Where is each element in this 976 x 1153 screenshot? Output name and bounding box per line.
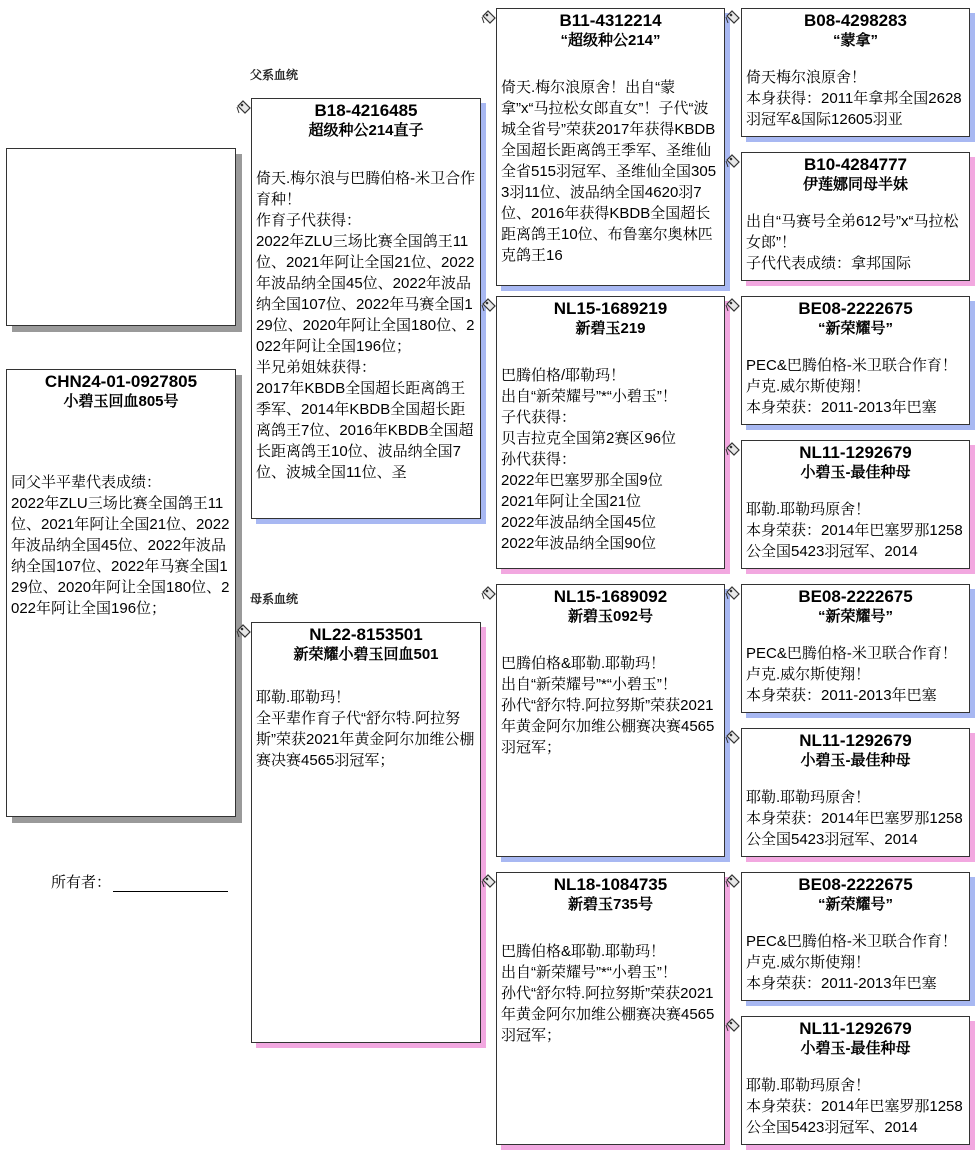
dam-dam-ring-number: NL18-1084735	[553, 875, 668, 894]
pedigree-tag-icon	[725, 153, 741, 169]
pedigree-tag-icon	[481, 873, 497, 889]
sdd-description: 耶勒.耶勒玛原舍！ 本身荣获：2014年巴塞罗那1258公全国5423羽冠军、2014	[746, 501, 963, 560]
ssd-description: 出自“马赛号全弟612号”x“马拉松女郎”！ 子代代表成绩：拿邦国际	[746, 213, 959, 272]
dam-sire-name: 新碧玉092号	[567, 608, 654, 625]
pedigree-tag-icon	[725, 585, 741, 601]
sire-sire-name: “超级种公214”	[560, 32, 661, 49]
subject-ring-number: CHN24-01-0927805	[44, 372, 198, 391]
dds-description: PEC&巴腾伯格-米卫联合作育！卢克.威尔斯使翔！ 本身荣获：2011-2013年巴塞	[746, 933, 957, 992]
dam-sire-card[interactable]	[496, 584, 725, 857]
sss-name: “蒙拿”	[832, 32, 878, 49]
pedigree-tag-icon	[725, 441, 741, 457]
dsd-description: 耶勒.耶勒玛原舍！ 本身荣获：2014年巴塞罗那1258公全国5423羽冠军、2014	[746, 789, 963, 848]
pedigree-tag-icon	[725, 1017, 741, 1033]
sire-ring-number: B18-4216485	[314, 101, 418, 120]
dsd-ring-number: NL11-1292679	[799, 731, 912, 750]
sds-card[interactable]	[741, 296, 970, 425]
pedigree-tag-icon	[481, 9, 497, 25]
sire-line-label: 父系血统	[250, 68, 299, 82]
sds-name: “新荣耀号”	[817, 320, 893, 337]
pedigree-tag-icon	[725, 873, 741, 889]
sire-sire-description: 倚天.梅尔浪原舍！出自“蒙拿”x“马拉松女郎直女”！子代“波城全省号”荣获2017年获得KBDB全国超长距离鸽王季军、圣维仙全省515羽冠军、圣维仙全国3053羽11位、波品纳全国4620羽7位、2016年获得KBDB全国超长距离鸽王10位、布鲁塞尔奥林匹克鸽王16	[501, 79, 717, 264]
owner-label: 所有者：	[51, 874, 112, 891]
dam-sire-ring-number: NL15-1689092	[553, 587, 668, 606]
pedigree-tag-icon	[725, 729, 741, 745]
sdd-card[interactable]	[741, 440, 970, 569]
sds-ring-number: BE08-2222675	[798, 299, 913, 318]
pedigree-tag-icon	[236, 99, 252, 115]
pedigree-tag-icon	[481, 297, 497, 313]
dam-line-label: 母系血统	[250, 592, 299, 606]
sire-dam-name: 新碧玉219	[575, 320, 646, 337]
sss-description: 倚天梅尔浪原舍！ 本身获得：2011年拿邦全国2628羽冠军&国际12605羽亚	[746, 69, 962, 128]
owner-field	[51, 871, 228, 892]
subject-card[interactable]	[6, 369, 236, 817]
sire-dam-ring-number: NL15-1689219	[553, 299, 668, 318]
sss-card[interactable]	[741, 8, 970, 137]
sds-description: PEC&巴腾伯格-米卫联合作育！卢克.威尔斯使翔！ 本身荣获：2011-2013年巴塞	[746, 357, 957, 416]
dam-card[interactable]	[251, 622, 481, 1043]
dds-name: “新荣耀号”	[817, 896, 893, 913]
sss-ring-number: B08-4298283	[803, 11, 908, 30]
dss-ring-number: BE08-2222675	[798, 587, 913, 606]
dss-card[interactable]	[741, 584, 970, 713]
sdd-ring-number: NL11-1292679	[799, 443, 912, 462]
dsd-card[interactable]	[741, 728, 970, 857]
sire-description: 倚天.梅尔浪与巴腾伯格-米卫合作育种！ 作育子代获得： 2022年ZLU三场比赛全国鸽王11位、2021年阿让全国21位、2022年波品纳全国45位、2022年波品纳全国107位、2022年马赛全国129位、2020年阿让全国180位、2022年阿让全国196位； 半兄弟姐妹获得： 2017年KBDB全国超长距离鸽王季军、2014年KBDB全国超长距离鸽王7位、2016年KBDB全国超长距离鸽王10位、波品纳全国7位、波城全国11位、圣	[256, 170, 476, 481]
dsd-name: 小碧玉-最佳种母	[800, 752, 911, 769]
ssd-ring-number: B10-4284777	[803, 155, 908, 174]
pedigree-tag-icon	[725, 297, 741, 313]
pedigree-tag-icon	[236, 623, 252, 639]
dam-dam-card[interactable]	[496, 872, 725, 1145]
ssd-name: 伊莲娜同母半妹	[802, 176, 908, 193]
ssd-card[interactable]	[741, 152, 970, 281]
dam-name: 新荣耀小碧玉回血501	[293, 646, 439, 663]
dam-dam-description: 巴腾伯格&耶勒.耶勒玛！ 出自“新荣耀号”*“小碧玉”！ 孙代“舒尔特.阿拉努斯”荣获2021年黄金阿尔加维公棚赛决赛4565羽冠军；	[501, 943, 715, 1044]
dss-description: PEC&巴腾伯格-米卫联合作育！卢克.威尔斯使翔！ 本身荣获：2011-2013年巴塞	[746, 645, 957, 704]
sire-name: 超级种公214直子	[308, 122, 424, 139]
pedigree-tag-icon	[481, 585, 497, 601]
dam-ring-number: NL22-8153501	[309, 625, 423, 644]
sire-dam-description: 巴腾伯格/耶勒玛！ 出自“新荣耀号”*“小碧玉”！ 子代获得： 贝吉拉克全国第2赛区96位 孙代获得： 2022年巴塞罗那全国9位 2021年阿让全国21位 2022年波品纳全国45位 2022年波品纳全国90位	[501, 367, 677, 552]
ddd-card[interactable]	[741, 1016, 970, 1145]
ddd-description: 耶勒.耶勒玛原舍！ 本身荣获：2014年巴塞罗那1258公全国5423羽冠军、2014	[746, 1077, 963, 1136]
pigeon-photo-box	[6, 148, 236, 326]
pedigree-tag-icon	[725, 9, 741, 25]
subject-description: 同父半平辈代表成绩： 2022年ZLU三场比赛全国鸽王11位、2021年阿让全国21位、2022年波品纳全国45位、2022年波品纳全国107位、2022年马赛全国129位、2020年阿让全国180位、2022年阿让全国196位；	[11, 474, 230, 617]
dds-ring-number: BE08-2222675	[798, 875, 913, 894]
sire-card[interactable]	[251, 98, 481, 519]
dam-sire-description: 巴腾伯格&耶勒.耶勒玛！ 出自“新荣耀号”*“小碧玉”！ 孙代“舒尔特.阿拉努斯”荣获2021年黄金阿尔加维公棚赛决赛4565羽冠军；	[501, 655, 715, 756]
subject-name: 小碧玉回血805号	[63, 393, 179, 410]
ddd-ring-number: NL11-1292679	[799, 1019, 912, 1038]
dam-description: 耶勒.耶勒玛！ 全平辈作育子代“舒尔特.阿拉努斯”荣获2021年黄金阿尔加维公棚赛决赛4565羽冠军；	[256, 689, 475, 769]
owner-blank-line	[113, 877, 228, 892]
ddd-name: 小碧玉-最佳种母	[800, 1040, 911, 1057]
dam-dam-name: 新碧玉735号	[567, 896, 654, 913]
dds-card[interactable]	[741, 872, 970, 1001]
sire-dam-card[interactable]	[496, 296, 725, 569]
sire-sire-ring-number: B11-4312214	[559, 11, 662, 30]
dss-name: “新荣耀号”	[817, 608, 893, 625]
sdd-name: 小碧玉-最佳种母	[800, 464, 911, 481]
sire-sire-card[interactable]	[496, 8, 725, 286]
